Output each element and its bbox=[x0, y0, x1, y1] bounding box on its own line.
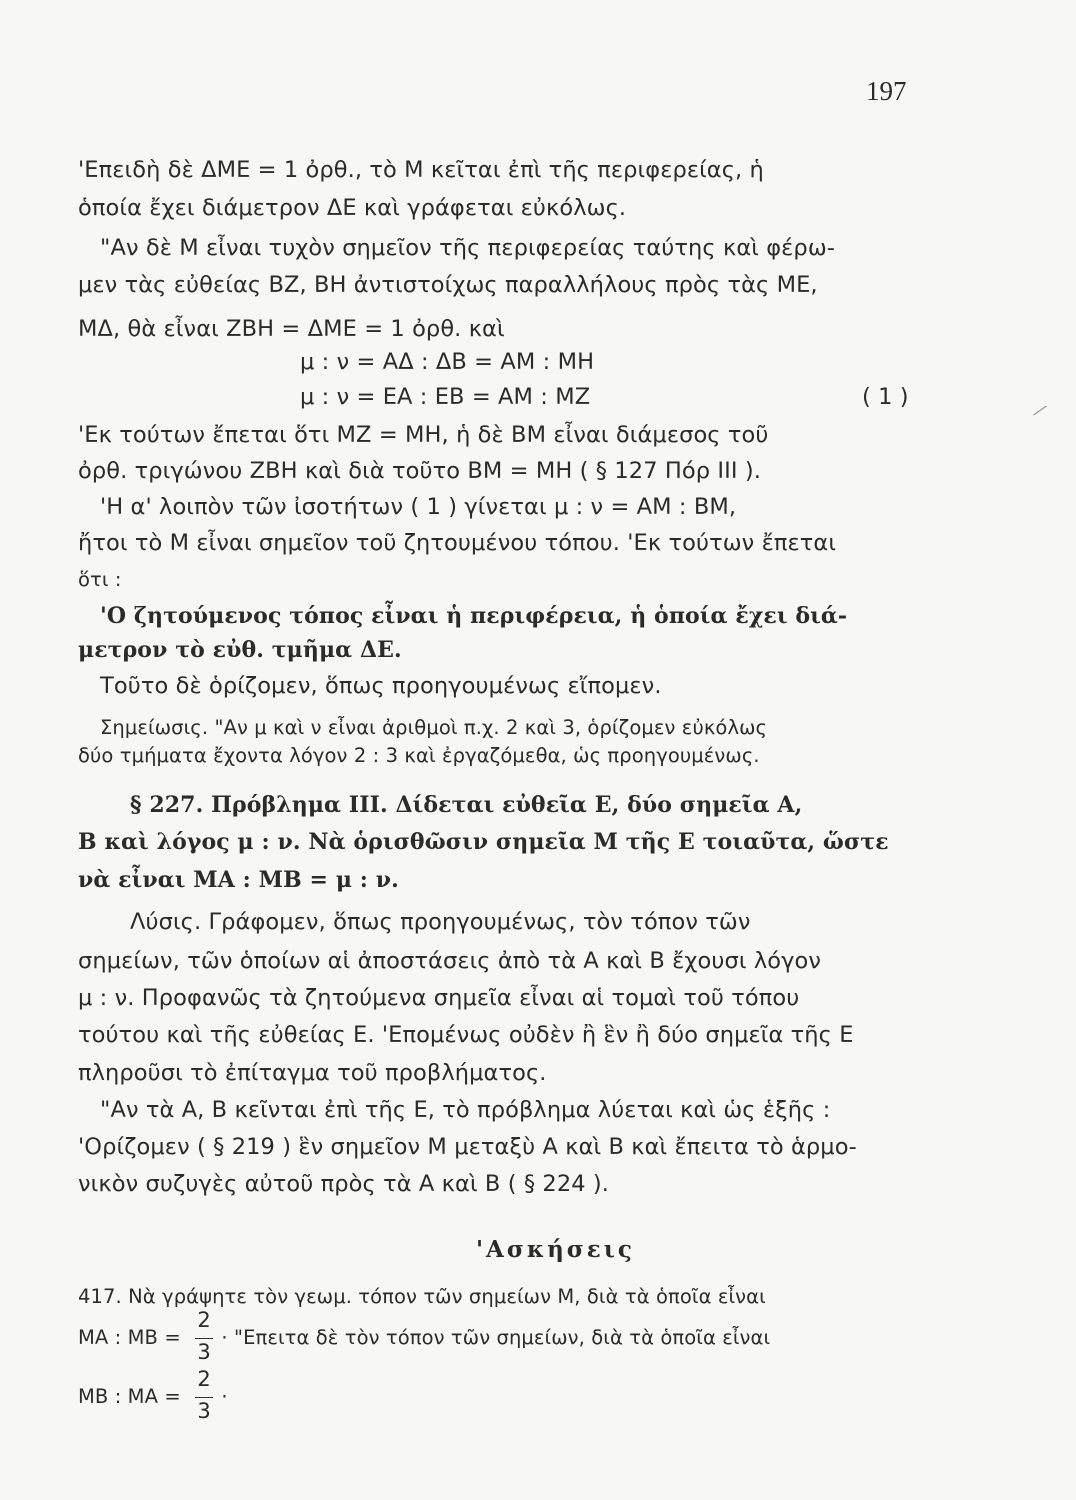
exercise-line bbox=[78, 1367, 228, 1423]
equation-line: μ : ν = ΑΔ : ΔΒ = ΑΜ : ΜΗ bbox=[300, 349, 595, 375]
solution-line: 'Ορίζομεν ( § 219 ) ἓν σημεῖον Μ μεταξὺ Α καὶ Β καὶ ἔπειτα τὸ ἁρμο- bbox=[78, 1134, 857, 1160]
solution-line: τούτου καὶ τῆς εὐθείας Ε. 'Επομένως οὐδὲν ἢ ἓν ἢ δύο σημεῖα τῆς Ε bbox=[78, 1022, 854, 1048]
solution-line: "Αν τὰ Α, Β κεῖνται ἐπὶ τῆς Ε, τὸ πρόβλημα λύεται καὶ ὡς ἑξῆς : bbox=[100, 1097, 831, 1123]
note-line: Σημείωσις. "Αν μ καὶ ν εἶναι ἀριθμοὶ π.χ. 2 καὶ 3, ὁρίζομεν εὐκόλως bbox=[100, 716, 768, 739]
fraction-numerator: 2 bbox=[197, 1308, 211, 1332]
text-line: ὅτι : bbox=[78, 568, 122, 591]
ratio-label: ΜΑ : ΜΒ = bbox=[78, 1326, 181, 1349]
text-line: 'Επειδὴ δὲ ΔΜΕ = 1 ὀρθ., τὸ Μ κεῖται ἐπὶ τῆς περιφερείας, ἡ bbox=[78, 157, 764, 183]
problem-heading: § 227. Πρόβλημα ΙΙΙ. Δίδεται εὐθεῖα Ε, δύο σημεῖα Α, bbox=[130, 792, 803, 818]
text-line: Τοῦτο δὲ ὁρίζομεν, ὅπως προηγουμένως εἴπομεν. bbox=[100, 673, 662, 699]
solution-line: πληροῦσι τὸ ἐπίταγμα τοῦ προβλήματος. bbox=[78, 1060, 547, 1086]
text-line: 'Η α' λοιπὸν τῶν ἰσοτήτων ( 1 ) γίνεται μ : ν = ΑΜ : ΒΜ, bbox=[100, 494, 737, 520]
equation-label: ( 1 ) bbox=[862, 384, 909, 410]
fraction-bar bbox=[195, 1397, 213, 1398]
text-line: μεν τὰς εὐθείας ΒΖ, ΒΗ ἀντιστοίχως παραλλήλους πρὸς τὰς ΜΕ, bbox=[78, 272, 818, 298]
text-line: ἤτοι τὸ Μ εἶναι σημεῖον τοῦ ζητουμένου τόπου. 'Εκ τούτων ἔπεται bbox=[78, 530, 837, 556]
problem-line: Β καὶ λόγος μ : ν. Νὰ ὁρισθῶσιν σημεῖα Μ τῆς Ε τοιαῦτα, ὥστε bbox=[78, 829, 889, 855]
fraction-denominator: 3 bbox=[197, 1399, 211, 1423]
theorem-line: μετρον τὸ εὐθ. τμῆμα ΔΕ. bbox=[78, 637, 402, 663]
fraction-bar bbox=[195, 1338, 213, 1339]
ratio-label: ΜΒ : ΜΑ = bbox=[78, 1385, 181, 1408]
problem-line: νὰ εἶναι ΜΑ : ΜΒ = μ : ν. bbox=[78, 867, 399, 893]
page-number: 197 bbox=[866, 76, 907, 106]
solution-line: νικὸν συζυγὲς αὐτοῦ πρὸς τὰ Α καὶ Β ( § 224 ). bbox=[78, 1171, 610, 1197]
solution-line: σημείων, τῶν ὁποίων αἱ ἀποστάσεις ἀπὸ τὰ Α καὶ Β ἔχουσι λόγον bbox=[78, 948, 822, 974]
equation-line: μ : ν = ΕΑ : ΕΒ = ΑΜ : ΜΖ bbox=[300, 384, 591, 410]
text-line: 'Εκ τούτων ἔπεται ὅτι ΜΖ = ΜΗ, ἡ δὲ ΒΜ εἶναι διάμεσος τοῦ bbox=[78, 422, 769, 448]
exercise-text: · bbox=[221, 1385, 228, 1408]
fraction bbox=[193, 1308, 215, 1364]
solution-line: μ : ν. Προφανῶς τὰ ζητούμενα σημεῖα εἶναι αἱ τομαὶ τοῦ τόπου bbox=[78, 985, 800, 1011]
exercises-heading: 'Ασκήσεις bbox=[476, 1236, 635, 1263]
margin-mark bbox=[1033, 406, 1047, 416]
text-line: ΜΔ, θὰ εἶναι ΖΒΗ = ΔΜΕ = 1 ὀρθ. καὶ bbox=[78, 316, 505, 342]
exercise-line: 417. Νὰ γράψητε τὸν γεωμ. τόπον τῶν σημείων Μ, διὰ τὰ ὁποῖα εἶναι bbox=[78, 1285, 766, 1308]
note-line: δύο τμήματα ἔχοντα λόγον 2 : 3 καὶ ἐργαζόμεθα, ὡς προηγουμένως. bbox=[78, 744, 760, 767]
text-line: "Αν δὲ Μ εἶναι τυχὸν σημεῖον τῆς περιφερείας ταύτης καὶ φέρω- bbox=[100, 235, 835, 261]
text-line: ὁποία ἔχει διάμετρον ΔΕ καὶ γράφεται εὐκόλως. bbox=[78, 195, 627, 221]
theorem-line: 'Ο ζητούμενος τόπος εἶναι ἡ περιφέρεια, ἡ ὁποία ἔχει διά- bbox=[100, 603, 848, 629]
solution-line: Λύσις. Γράφομεν, ὅπως προηγουμένως, τὸν τόπον τῶν bbox=[130, 909, 751, 935]
text-line: ὀρθ. τριγώνου ΖΒΗ καὶ διὰ τοῦτο ΒΜ = ΜΗ ( § 127 Πόρ ΙΙΙ ). bbox=[78, 458, 761, 484]
fraction-numerator: 2 bbox=[197, 1367, 211, 1391]
exercise-text: · "Επειτα δὲ τὸν τόπον τῶν σημείων, διὰ τὰ ὁποῖα εἶναι bbox=[221, 1326, 771, 1349]
fraction bbox=[193, 1367, 215, 1423]
fraction-denominator: 3 bbox=[197, 1340, 211, 1364]
exercise-line bbox=[78, 1308, 771, 1364]
